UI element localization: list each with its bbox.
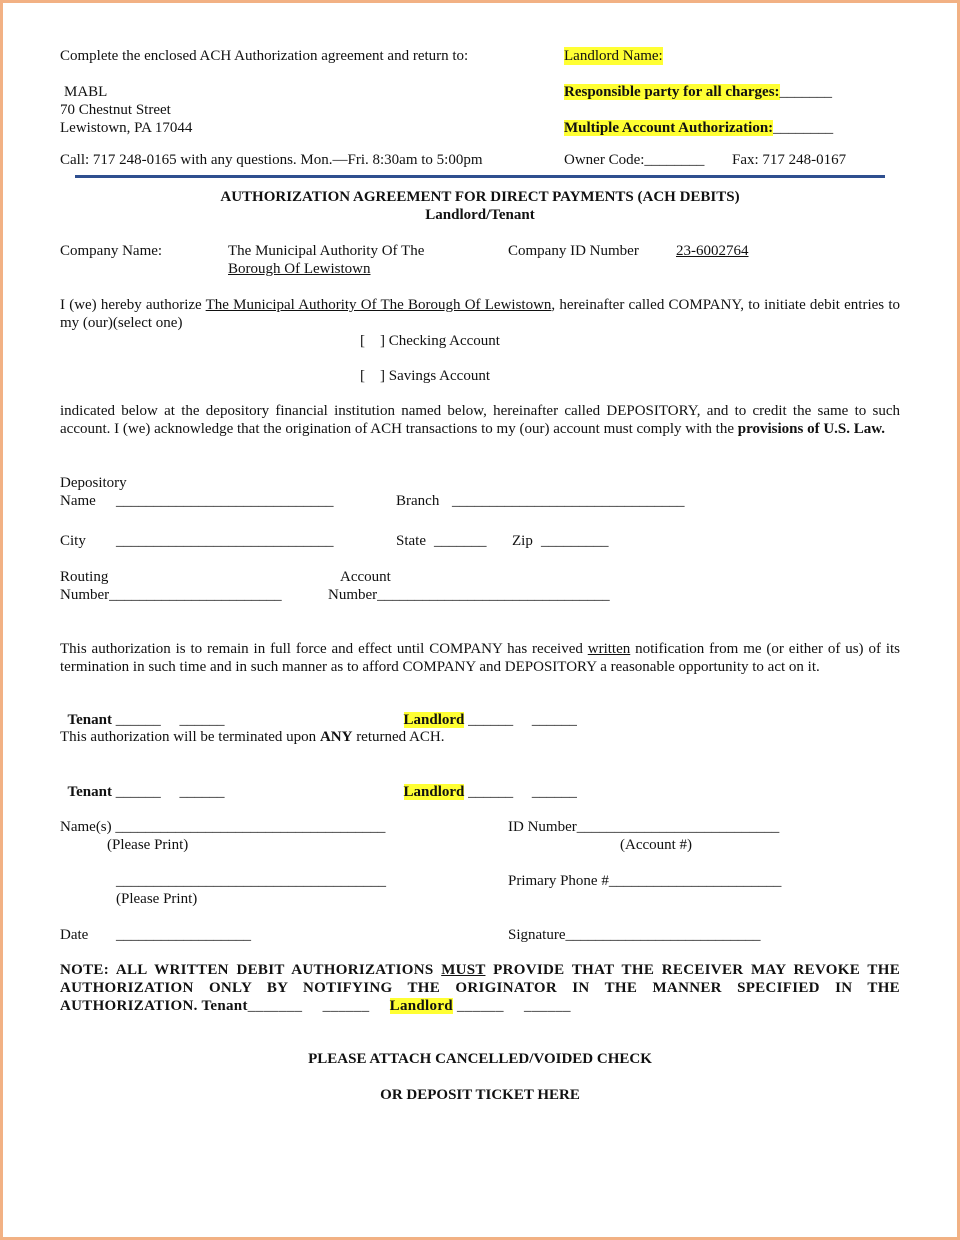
authorization-company: The Municipal Authority Of The Borough Of Lewistown [205, 297, 552, 313]
note-tenant-blanks[interactable]: _______ ______ [247, 998, 370, 1014]
note-part2: PROVIDE THAT THE RECEIVER MAY REVOKE THE AUTHORIZATION ONLY BY NOTIFYING THE ORIGINATOR IN THE MANNER SPECIFIED IN THE AUTHORIZATION. [60, 962, 901, 1014]
responsible-party-blank[interactable]: _______ [779, 84, 833, 100]
attach-line-2: OR DEPOSIT TICKET HERE [380, 1087, 580, 1103]
state-field[interactable]: _______ [434, 533, 487, 549]
company-id-value: 23-6002764 [676, 243, 749, 259]
tenant-initials-2[interactable] [60, 765, 224, 801]
force-paragraph [60, 640, 900, 676]
depository-text: indicated below at the depository financial institution named below, hereinafter called DEPOSITORY, and to credit the same to such account. I (we) acknowledge that the origination of ACH transactions to my (our) account must comply with the [60, 403, 900, 437]
authorization-post: , hereinafter called COMPANY, to initiate debit entries to my (our)(select one) [60, 297, 900, 331]
force-post: notification from me (or either of us) of its termination in such time and in such manner as to afford COMPANY and DEPOSITORY a reasonable opportunity to act on it. [60, 641, 900, 675]
second-name-field[interactable]: ____________________________________ [116, 873, 386, 889]
company-name-label: Company Name: [60, 243, 163, 259]
account-number-field[interactable]: Number_______________________________ [328, 587, 610, 603]
please-print-hint-2: (Please Print) [116, 891, 198, 907]
note-landlord-blanks[interactable]: ______ ______ [452, 998, 571, 1014]
note-tenant: Tenant [201, 998, 248, 1014]
please-print-hint-1: (Please Print) [107, 837, 189, 853]
org-name: MABL [64, 84, 108, 100]
signature-field[interactable]: Signature__________________________ [508, 927, 761, 943]
branch-field[interactable]: _______________________________ [452, 493, 685, 509]
branch-label: Branch [396, 493, 440, 509]
multiple-account-label: Multiple Account Authorization: [564, 120, 774, 136]
depository-name-field[interactable]: _____________________________ [116, 493, 334, 509]
routing-label-1: Routing [60, 569, 109, 585]
tenant-initials-1[interactable] [60, 693, 224, 729]
call-line: Call: 717 248-0165 with any questions. Mon.—Fri. 8:30am to 5:00pm [60, 152, 483, 168]
org-city: Lewistown, PA 17044 [60, 120, 193, 136]
depository-label-2: Name [60, 493, 96, 509]
tenant-label: Tenant [67, 784, 112, 800]
landlord-initials-2[interactable] [396, 765, 577, 801]
names-field[interactable]: Name(s) ____________________________________ [60, 819, 386, 835]
date-field[interactable]: __________________ [116, 927, 251, 943]
return-instructions: Complete the enclosed ACH Authorization agreement and return to: [60, 48, 469, 64]
fax-number: Fax: 717 248-0167 [732, 152, 847, 168]
returned-post: returned ACH. [352, 729, 445, 745]
header-divider [75, 175, 885, 178]
account-hint: (Account #) [620, 837, 693, 853]
depository-label-1: Depository [60, 475, 127, 491]
id-number-field[interactable]: ID Number___________________________ [508, 819, 780, 835]
authorization-paragraph [60, 296, 900, 332]
force-written: written [587, 641, 631, 657]
tenant-label: Tenant [67, 712, 112, 728]
returned-ach-line [60, 728, 445, 746]
form-subtitle: Landlord/Tenant [425, 207, 535, 223]
date-label: Date [60, 927, 89, 943]
tenant-blanks[interactable]: ______ ______ [111, 712, 225, 728]
note-must: MUST [441, 962, 486, 978]
authorization-pre: I (we) hereby authorize [60, 297, 206, 313]
zip-field[interactable]: _________ [541, 533, 609, 549]
routing-number-field[interactable]: Number_______________________ [60, 587, 282, 603]
city-field[interactable]: _____________________________ [116, 533, 334, 549]
tenant-blanks[interactable]: ______ ______ [111, 784, 225, 800]
landlord-label: Landlord [403, 784, 465, 800]
savings-account-checkbox[interactable]: [ ] Savings Account [360, 368, 490, 384]
city-label: City [60, 533, 86, 549]
landlord-name-label: Landlord Name: [564, 48, 663, 64]
form-title: AUTHORIZATION AGREEMENT FOR DIRECT PAYMENTS (ACH DEBITS) [220, 189, 740, 205]
landlord-label: Landlord [403, 712, 465, 728]
depository-paragraph [60, 402, 900, 438]
company-name-line1: The Municipal Authority Of The [228, 243, 425, 259]
provisions-law: provisions of U.S. Law. [737, 421, 886, 437]
landlord-blanks[interactable]: ______ ______ [464, 784, 577, 800]
owner-code-field[interactable]: Owner Code:________ [564, 152, 705, 168]
company-name-line2: Borough Of Lewistown [228, 261, 371, 277]
multiple-account-blank[interactable]: ________ [773, 120, 834, 136]
force-pre: This authorization is to remain in full force and effect until COMPANY has received [60, 641, 588, 657]
multiple-account-field[interactable] [564, 119, 833, 137]
state-label: State [396, 533, 426, 549]
attach-line-1: PLEASE ATTACH CANCELLED/VOIDED CHECK [308, 1051, 652, 1067]
zip-label: Zip [512, 533, 533, 549]
responsible-party-label: Responsible party for all charges: [564, 84, 780, 100]
primary-phone-field[interactable]: Primary Phone #_______________________ [508, 873, 782, 889]
note-part1: NOTE: ALL WRITTEN DEBIT AUTHORIZATIONS [60, 962, 442, 978]
checking-account-checkbox[interactable]: [ ] Checking Account [360, 333, 500, 349]
org-street: 70 Chestnut Street [60, 102, 171, 118]
landlord-blanks[interactable]: ______ ______ [464, 712, 577, 728]
company-id-label: Company ID Number [508, 243, 639, 259]
note-landlord: Landlord [389, 998, 453, 1014]
returned-pre: This authorization will be terminated upon [60, 729, 320, 745]
landlord-initials-1[interactable] [396, 693, 577, 729]
responsible-party-field[interactable] [564, 83, 832, 101]
returned-any: ANY [319, 729, 353, 745]
note-paragraph [60, 961, 900, 1015]
account-label-1: Account [340, 569, 391, 585]
